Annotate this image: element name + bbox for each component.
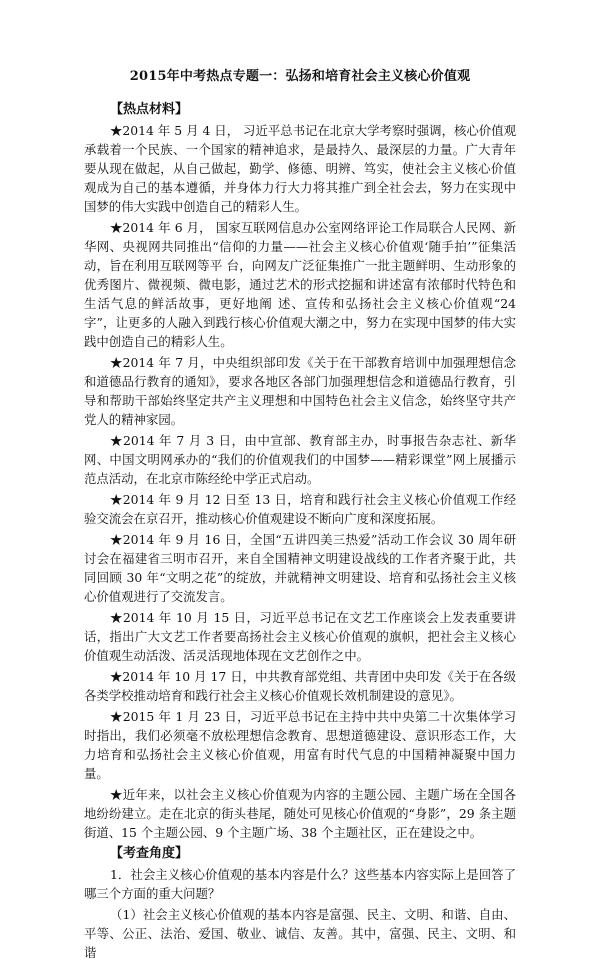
hot-material-item-8: ★2014 年 10 月 17 日，中共教育部党组、共青团中央印发《关于在各级各类学校推动培育和践行社会主义核心价值观长效机制建设的意见》。	[84, 669, 516, 703]
hot-material-item-5: ★2014 年 9 月 12 日至 13 日，培育和践行社会主义核心价值观工作经验交流会在京召开，推动核心价值观建设不断向广度和深度拓展。	[84, 492, 516, 526]
hot-material-item-3: ★2014 年 7 月，中央组织部印发《关于在干部教育培训中加强理想信念和道德品行教育的通知》，要求各地区各部门加强理想信念和道德品行教育，引导和帮助干部始终坚定共产主义理想和中国特色社会主义信念，始终坚守共产党人的精神家园。	[84, 355, 516, 427]
hot-material-item-4: ★2014 年 7 月 3 日，由中宣部、教育部主办，时事报告杂志社、新华网、中国文明网承办的“我们的价值观我们的中国梦——精彩课堂”网上展播示范点活动，在北京市陈经纶中学正式启动。	[84, 433, 516, 486]
hot-material-item-7: ★2014 年 10 月 15 日，习近平总书记在文艺工作座谈会上发表重要讲话，指出广大文艺工作者要高扬社会主义核心价值观的旗帜，把社会主义核心价值观生动活泼、活灵活现地体现在文艺创作之中。	[84, 610, 516, 663]
hot-material-item-1: ★2014 年 5 月 4 日， 习近平总书记在北京大学考察时强调，核心价值观承载着一个民族、一个国家的精神追求，是最持久、最深层的力量。广大青年要从现在做起，从自己做起，勤学、修德、明辨、笃实，使社会主义核心价值观成为自己的基本遵循，并身体力行大力将其推广到全社会去，努力在实现中国梦的伟大实践中创造自己的精彩人生。	[84, 123, 516, 214]
hot-material-item-2: ★2014 年 6 月， 国家互联网信息办公室网络评论工作局联合人民网、新华网、央视网共同推出“信仰的力量——社会主义核心价值观‘随手拍’”征集活动，旨在利用互联网等平 台，向网友广泛征集推广一批主题鲜明、生动形象的优秀图片、微视频、微电影，通过艺术的形式挖掘和讲述富有浓郁时代特色和生活气息的鲜活故事，更好地阐 述、宣传和弘扬社会主义核心价值观“24 字”，让更多的人融入到践行核心价值观大潮之中，努力在实现中国梦的伟大实践中创造自己的精彩人生。	[84, 220, 516, 349]
hot-material-item-6: ★2014 年 9 月 16 日，全国“五讲四美三热爱”活动工作会议 30 周年研讨会在福建省三明市召开，来自全国精神文明建设战线的工作者齐聚于此，共同回顾 30 年“文明之花”的绽放，并就精神文明建设、培育和弘扬社会主义核心价值观进行了交流发言。	[84, 532, 516, 604]
answer-1-part-1: （1）社会主义核心价值观的基本内容是富强、民主、文明、和谐、自由、平等、公正、法治、爱国、敬业、诚信、友善。其中，富强、民主、文明、和谐	[84, 907, 516, 960]
hot-material-item-9: ★2015 年 1 月 23 日，习近平总书记在主持中共中央第二十次集体学习时指出，我们必须毫不放松理想信念教育、思想道德建设、意识形态工作，大力培育和弘扬社会主义核心价值观，用富有时代气息的中国精神凝聚中国力量。	[84, 709, 516, 781]
hot-material-item-10: ★近年来，以社会主义核心价值观为内容的主题公园、主题广场在全国各地纷纷建立。走在北京的街头巷尾，随处可见核心价值观的“身影”，29 条主题街道、15 个主题公园、9 个主题广场、38 个主题社区，正在建设之中。	[84, 787, 516, 840]
exam-angles-heading: 【考查角度】	[110, 846, 189, 861]
hot-materials-heading: 【热点材料】	[110, 102, 189, 117]
document-title: 2015年中考热点专题一：弘扬和培育社会主义核心价值观	[129, 69, 471, 84]
question-1: 1．社会主义核心价值观的基本内容是什么？这些基本内容实际上是回答了哪三个方面的重大问题？	[84, 867, 516, 901]
